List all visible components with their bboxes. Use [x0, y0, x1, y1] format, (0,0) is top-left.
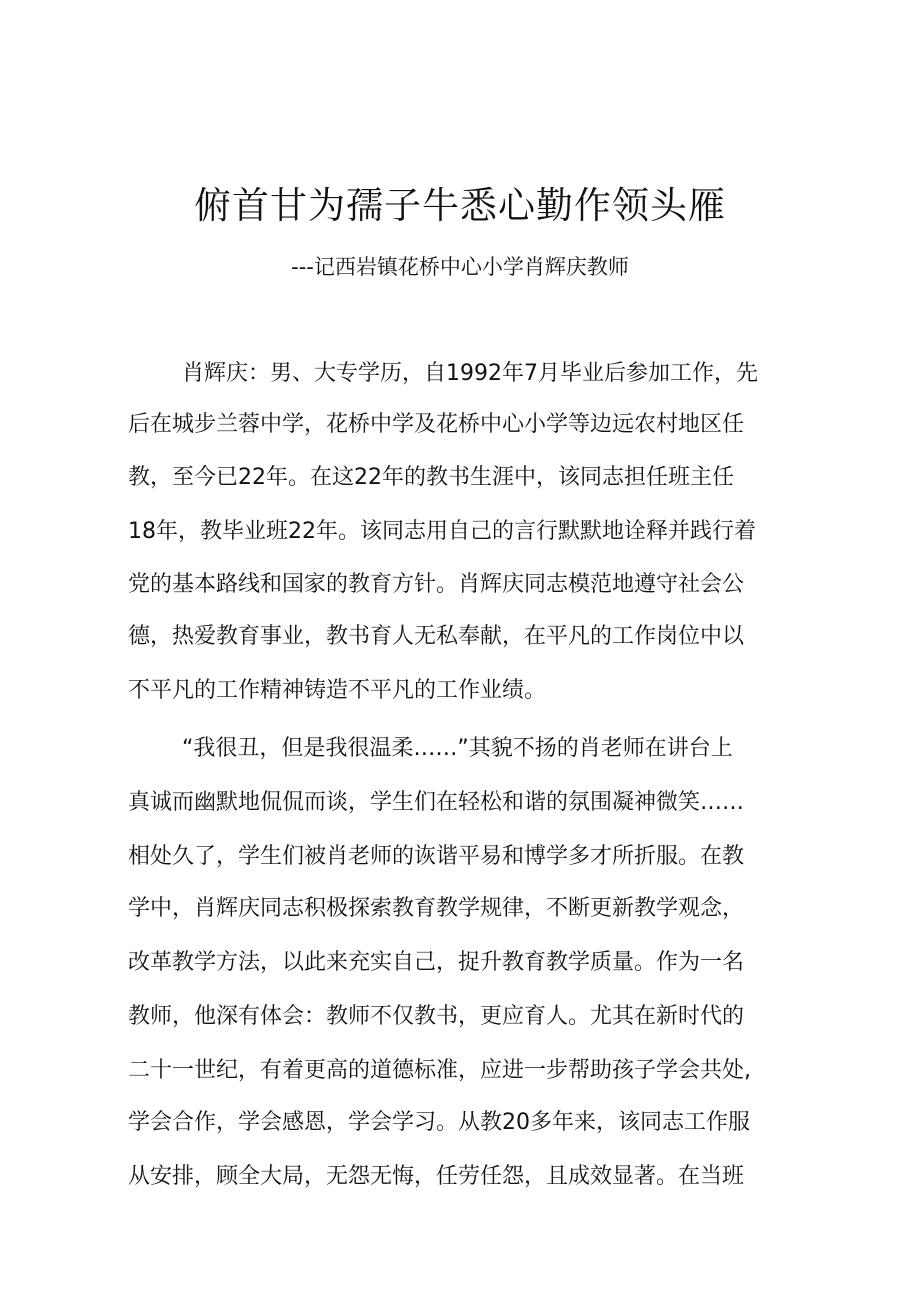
paragraph-2-line-6: 教师，他深有体会：教师不仅教书，更应育人。尤其在新时代的	[128, 1004, 745, 1029]
paragraph-2-line-2: 真诚而幽默地侃侃而谈，学生们在轻松和谐的氛围凝神微笑……	[128, 790, 745, 815]
paragraph-2-line-5: 改革教学方法，以此来充实自己，捉升教育教学质量。作为一名	[128, 950, 745, 975]
paragraph-1-line-4: 18年，教毕业班22年。该同志用自己的言行默默地诠释并践行着	[128, 519, 756, 544]
paragraph-2-line-1: “我很丑，但是我很温柔……”其貌不扬的肖老师在讲台上	[182, 736, 733, 761]
paragraph-1-line-3: 教，至今已22年。在这22年的教书生涯中，该同志担任班主任	[128, 465, 734, 490]
document-title: 俯首甘为孺子牛悉心勤作领头雁	[194, 184, 726, 227]
paragraph-1-line-7: 不平凡的工作精神铸造不平凡的工作业绩。	[128, 678, 547, 703]
document-subtitle: ---记西岩镇花桥中心小学肖辉庆教师	[291, 255, 629, 279]
paragraph-1-line-1: 肖辉庆：男、大专学历，自1992年7月毕业后参加工作，先	[182, 361, 758, 386]
paragraph-1-line-6: 德，热爱教育事业，教书育人无私奉献，在平凡的工作岗位中以	[128, 624, 745, 649]
paragraph-1-line-5: 党的基本路线和国家的教育方针。肖辉庆同志模范地遵守社会公	[128, 572, 745, 597]
paragraph-2-line-9: 从安排，顾全大局，无怨无悔，任劳任怨，且成效显著。在当班	[128, 1164, 745, 1189]
paragraph-2-line-4: 学中，肖辉庆同志积极探索教育教学规律，不断更新教学观念，	[128, 896, 745, 921]
paragraph-2-line-3: 相处久了，学生们被肖老师的诙谐平易和博学多才所折服。在教	[128, 844, 745, 869]
paragraph-2-line-7: 二十一世纪，有着更高的道德标准，应进一步帮助孩子学会共处,	[128, 1058, 751, 1083]
paragraph-2-line-8: 学会合作，学会感恩，学会学习。从教20多年来，该同志工作服	[128, 1110, 750, 1135]
paragraph-1-line-2: 后在城步兰蓉中学，花桥中学及花桥中心小学等边远农村地区任	[128, 412, 745, 437]
